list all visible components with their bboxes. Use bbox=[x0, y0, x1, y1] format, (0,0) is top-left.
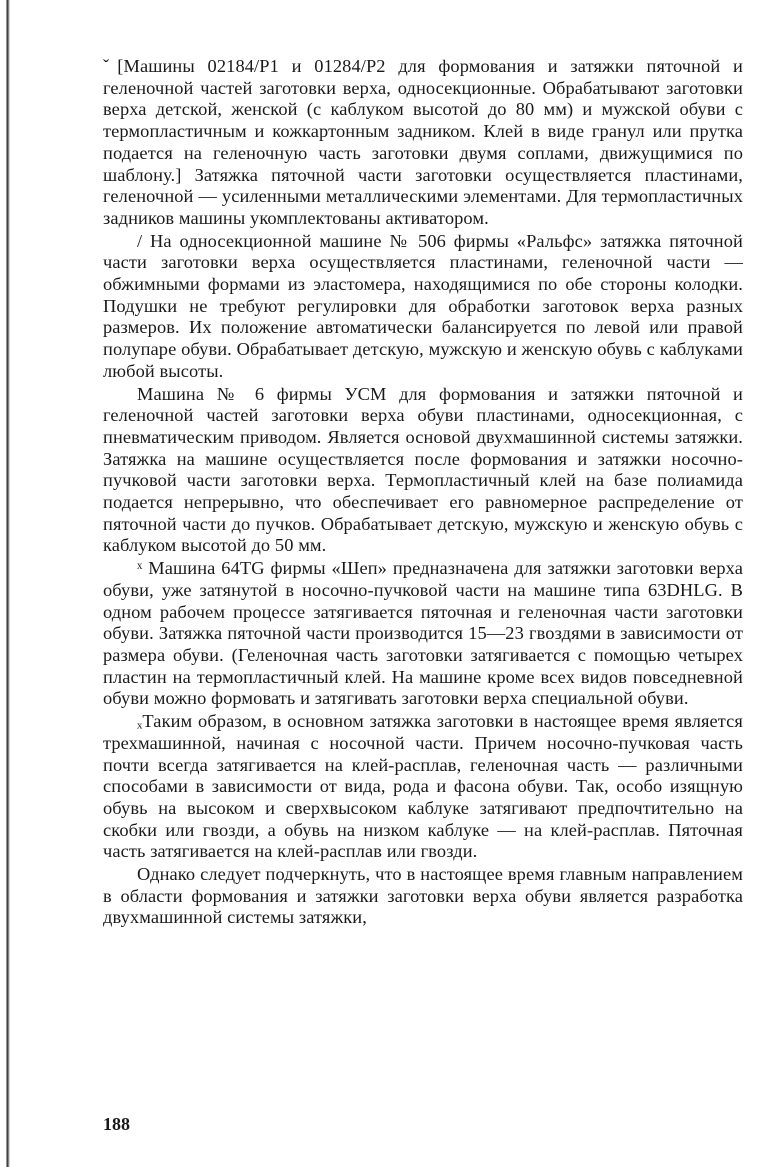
page-body bbox=[103, 56, 743, 929]
paragraph-conclusion: Однако следует подчеркнуть, что в настоящее время главным направлением в области формования и затяжки заготовки верха обуви является разработка двухмашинной системы затяжки, bbox=[103, 864, 743, 928]
paragraph-summary: ₓТаким образом, в основном затяжка заготовки в настоящее время является трехмашинной, начиная с носочной части. Причем носочно-пучковая часть почти всегда затягивается на клей-расплав, геленочная часть — различными способами в зависимости от вида, рода и фасона обуви. Так, особо изящную обувь на высоком и сверхвысоком каблуке затягивают предпочтительно на скобки или гвозди, а обувь на низком каблуке — на клей-расплав. Пяточная часть затягивается на клей-расплав или гвозди. bbox=[103, 711, 743, 862]
page-number: 188 bbox=[103, 1114, 130, 1134]
paragraph-machine-64tg-schoen: ˣ Машина 64TG фирмы «Шеп» предназначена для затяжки заготовки верха обуви, уже затянутой в носочно-пучковой части на машине типа 63DHLG. В одном рабочем процессе затягивается пяточная и геленочная части заготовки обуви. Затяжка пяточной части производится 15—23 гвоздями в зависимости от размера обуви. (Геленочная часть заготовки затягивается с помощью четырех пластин на термопластичный клей. На машине кроме всех видов повседневной обуви можно формовать и затягивать заготовки верха специальной обуви. bbox=[103, 558, 743, 709]
paragraph-machine-6-usm: Машина № 6 фирмы УСМ для формования и затяжки пяточной и геленочной частей заготовки верха обуви пластинами, односекционная, с пневматическим приводом. Является основой двухмашинной системы затяжки. Затяжка на машине осуществляется после формования и затяжки носочно-пучковой части заготовки верха. Термопластичный клей на базе полиамида подается непрерывно, что обеспечивает его равномерное распределение от пяточной части до пучков. Обрабатывает детскую, мужскую и женскую обувь с каблуком высотой до 50 мм. bbox=[103, 383, 743, 556]
paragraph-machines-02184: ˇ[Машины 02184/Р1 и 01284/Р2 для формования и затяжки пяточной и геленочной частей заготовки верха, односекционные. Обрабатывают заготовки верха детской, женской (с каблуком высотой до 80 мм) и мужской обуви с термопластичным и кожкартонным задником. Клей в виде гранул или прутка подается на геленочную часть заготовки двумя соплами, движущимися по шаблону.] Затяжка пяточной части заготовки осуществляется пластинами, геленочной — усиленными металлическими элементами. Для термопластичных задников машины укомплектованы активатором. bbox=[103, 56, 743, 228]
paragraph-machine-506-ralfs: / На односекционной машине № 506 фирмы «Ральфс» затяжка пяточной части заготовки верха осуществляется пластинами, геленочной части — обжимными формами из эластомера, находящимися по обе стороны колодки. Подушки не требуют регулировки для обработки заготовок верха разных размеров. Их положение автоматически балансируется по левой или правой полупаре обуви. Обрабатывает детскую, мужскую и женскую обувь с каблуками любой высоты. bbox=[103, 230, 743, 381]
binding-edge bbox=[0, 0, 14, 1167]
